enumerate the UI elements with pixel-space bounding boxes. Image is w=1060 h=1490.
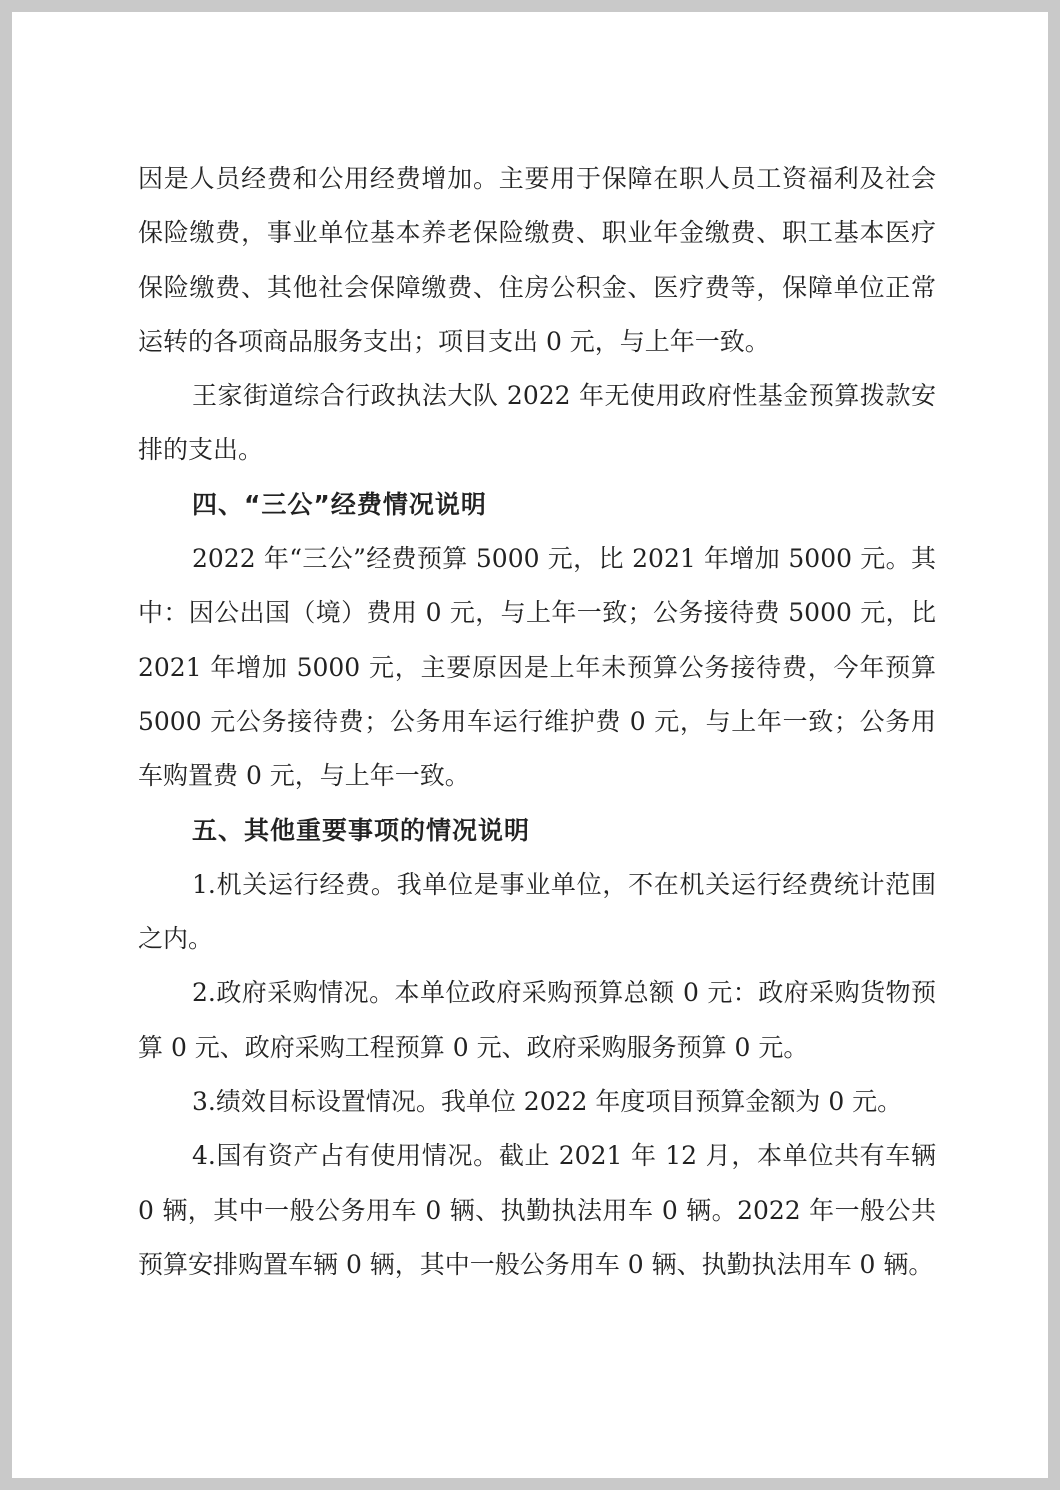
paragraph-three-public-expenses: 2022 年“三公”经费预算 5000 元，比 2021 年增加 5000 元。其中：因公出国（境）费用 0 元，与上年一致；公务接待费 5000 元，比 2021 年增加 5000 元，主要原因是上年未预算公务接待费，今年预算 5000 元公务接待费；公务用车运行维护费 0 元，与上年一致；公务用车购置费 0 元，与上年一致。 — [138, 544, 936, 791]
document-body — [138, 152, 936, 1292]
paragraph-personnel-expenses: 因是人员经费和公用经费增加。主要用于保障在职人员工资福利及社会保险缴费，事业单位基本养老保险缴费、职业年金缴费、职工基本医疗保险缴费、其他社会保障缴费、住房公积金、医疗费等，保障单位正常运转的各项商品服务支出；项目支出 0 元，与上年一致。 — [138, 164, 936, 356]
section-heading-other-matters: 五、其他重要事项的情况说明 — [192, 815, 531, 845]
section-heading-three-public: 四、“三公”经费情况说明 — [192, 489, 487, 519]
paragraph-state-assets: 4.国有资产占有使用情况。截止 2021 年 12 月，本单位共有车辆 0 辆，其中一般公务用车 0 辆、执勤执法用车 0 辆。2022 年一般公共预算安排购置车辆 0 辆，其中一般公务用车 0 辆、执勤执法用车 0 辆。 — [138, 1141, 936, 1279]
paragraph-performance-goals: 3.绩效目标设置情况。我单位 2022 年度项目预算金额为 0 元。 — [192, 1087, 903, 1117]
paragraph-office-operation: 1.机关运行经费。我单位是事业单位，不在机关运行经费统计范围之内。 — [138, 869, 936, 954]
document-page — [12, 12, 1048, 1478]
paragraph-government-procurement: 2.政府采购情况。本单位政府采购预算总额 0 元：政府采购货物预算 0 元、政府采购工程预算 0 元、政府采购服务预算 0 元。 — [138, 978, 936, 1062]
paragraph-government-fund: 王家街道综合行政执法大队 2022 年无使用政府性基金预算拨款安排的支出。 — [138, 381, 936, 465]
